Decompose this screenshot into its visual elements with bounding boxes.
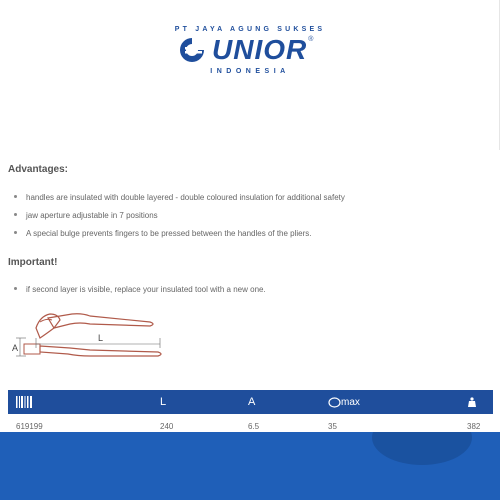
column-header-length: L (160, 396, 167, 408)
jaw-opening-icon (328, 397, 341, 408)
brand-wordmark: UNIOR (212, 34, 308, 65)
bullet-dot-icon (14, 231, 17, 234)
list-item: jaw aperture adjustable in 7 positions (14, 211, 158, 220)
product-code: 619199 (16, 422, 43, 431)
aperture-value: 6.5 (248, 422, 260, 431)
barcode-icon (16, 390, 32, 414)
list-item: handles are insulated with double layered - double coloured insulation for additional safety (14, 193, 345, 202)
bullet-dot-icon (14, 213, 17, 216)
pliers-technical-drawing (10, 308, 170, 378)
footer-band (0, 432, 500, 500)
max-value: 35 (328, 422, 337, 431)
brand-logo (176, 36, 313, 64)
weight-value: 382 (467, 422, 481, 431)
column-header-max: max (328, 390, 360, 414)
dimension-l-label: L (98, 333, 104, 343)
bullet-dot-icon (14, 287, 17, 290)
logo-country: INDONESIA (210, 68, 290, 75)
important-title: Important! (8, 257, 58, 268)
length-value: 240 (160, 422, 174, 431)
unior-logo-icon (176, 36, 208, 64)
advantages-title: Advantages: (8, 164, 69, 175)
column-header-aperture: A (248, 396, 256, 408)
bullet-dot-icon (14, 195, 17, 198)
footer-decoration (372, 432, 472, 465)
spec-table-header (8, 390, 493, 414)
list-item: if second layer is visible, replace your insulated tool with a new one. (14, 285, 266, 294)
list-item: A special bulge prevents fingers to be pressed between the handles of the pliers. (14, 229, 312, 238)
logo-panel (0, 0, 500, 150)
weight-icon (467, 390, 477, 414)
logo-company-name: PT JAYA AGUNG SUKSES (174, 26, 326, 33)
registered-mark: ® (308, 36, 314, 43)
dimension-a-label: A (12, 343, 19, 353)
